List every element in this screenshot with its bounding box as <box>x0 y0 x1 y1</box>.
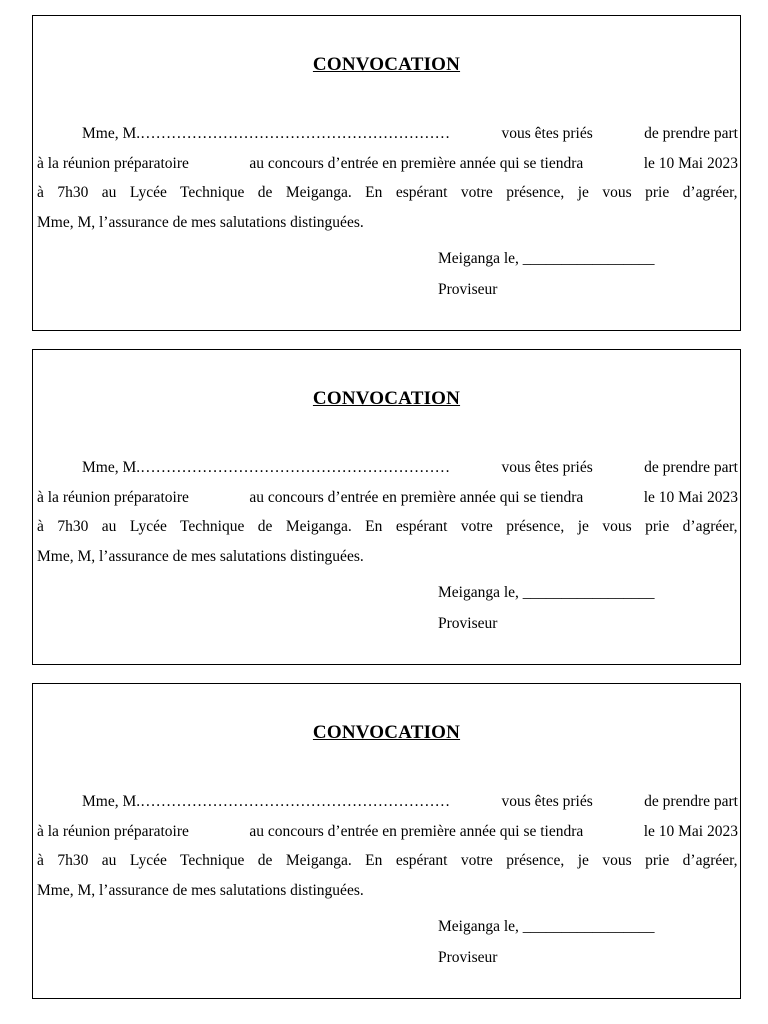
convocation-title: CONVOCATION <box>312 388 461 409</box>
body-text: vous êtes priés <box>501 459 593 476</box>
place-date-line: Meiganga le, _________________ <box>438 918 655 935</box>
signatory: Proviseur <box>438 615 498 632</box>
body-line-1 <box>37 787 738 817</box>
body-line-1 <box>37 119 738 149</box>
body-line-2 <box>37 149 738 179</box>
body-text: à la réunion préparatoire <box>37 822 189 840</box>
body-line-3: à 7h30 au Lycée Technique de Meiganga. En espérant votre présence, je vous prie d’agréer, <box>37 184 738 201</box>
place-date-line: Meiganga le, _________________ <box>438 250 655 267</box>
body-text: de prendre part <box>644 793 738 810</box>
body-text: au concours d’entrée en première année qui se tiendra <box>249 488 584 506</box>
body-text: au concours d’entrée en première année qui se tiendra <box>249 822 584 840</box>
body-text: de prendre part <box>644 459 738 476</box>
convocation-card <box>32 683 741 999</box>
body-line-3: à 7h30 au Lycée Technique de Meiganga. En espérant votre présence, je vous prie d’agréer, <box>37 852 738 869</box>
recipient-field: Mme, M.…………………………………………………… <box>82 459 451 476</box>
body-line-4: Mme, M, l’assurance de mes salutations distinguées. <box>37 213 364 231</box>
recipient-field: Mme, M.…………………………………………………… <box>82 125 451 142</box>
recipient-field: Mme, M.…………………………………………………… <box>82 793 451 810</box>
body-text: vous êtes priés <box>501 793 593 810</box>
meeting-date: le 10 Mai 2023 <box>643 488 738 506</box>
convocation-body <box>37 453 738 571</box>
body-line-4: Mme, M, l’assurance de mes salutations distinguées. <box>37 881 364 899</box>
place-date-line: Meiganga le, _________________ <box>438 584 655 601</box>
body-line-2 <box>37 817 738 847</box>
body-text: à la réunion préparatoire <box>37 154 189 172</box>
convocation-body <box>37 787 738 905</box>
body-text: de prendre part <box>644 125 738 142</box>
body-line-2 <box>37 483 738 513</box>
convocation-body <box>37 119 738 237</box>
body-text: vous êtes priés <box>501 125 593 142</box>
signatory: Proviseur <box>438 281 498 298</box>
body-text: au concours d’entrée en première année qui se tiendra <box>249 154 584 172</box>
convocation-card <box>32 15 741 331</box>
meeting-date: le 10 Mai 2023 <box>643 154 738 172</box>
convocation-title: CONVOCATION <box>312 54 461 75</box>
meeting-date: le 10 Mai 2023 <box>643 822 738 840</box>
body-line-4: Mme, M, l’assurance de mes salutations distinguées. <box>37 547 364 565</box>
body-line-1 <box>37 453 738 483</box>
convocation-card <box>32 349 741 665</box>
signatory: Proviseur <box>438 949 498 966</box>
body-text: à la réunion préparatoire <box>37 488 189 506</box>
body-line-3: à 7h30 au Lycée Technique de Meiganga. En espérant votre présence, je vous prie d’agréer, <box>37 518 738 535</box>
convocation-title: CONVOCATION <box>312 722 461 743</box>
